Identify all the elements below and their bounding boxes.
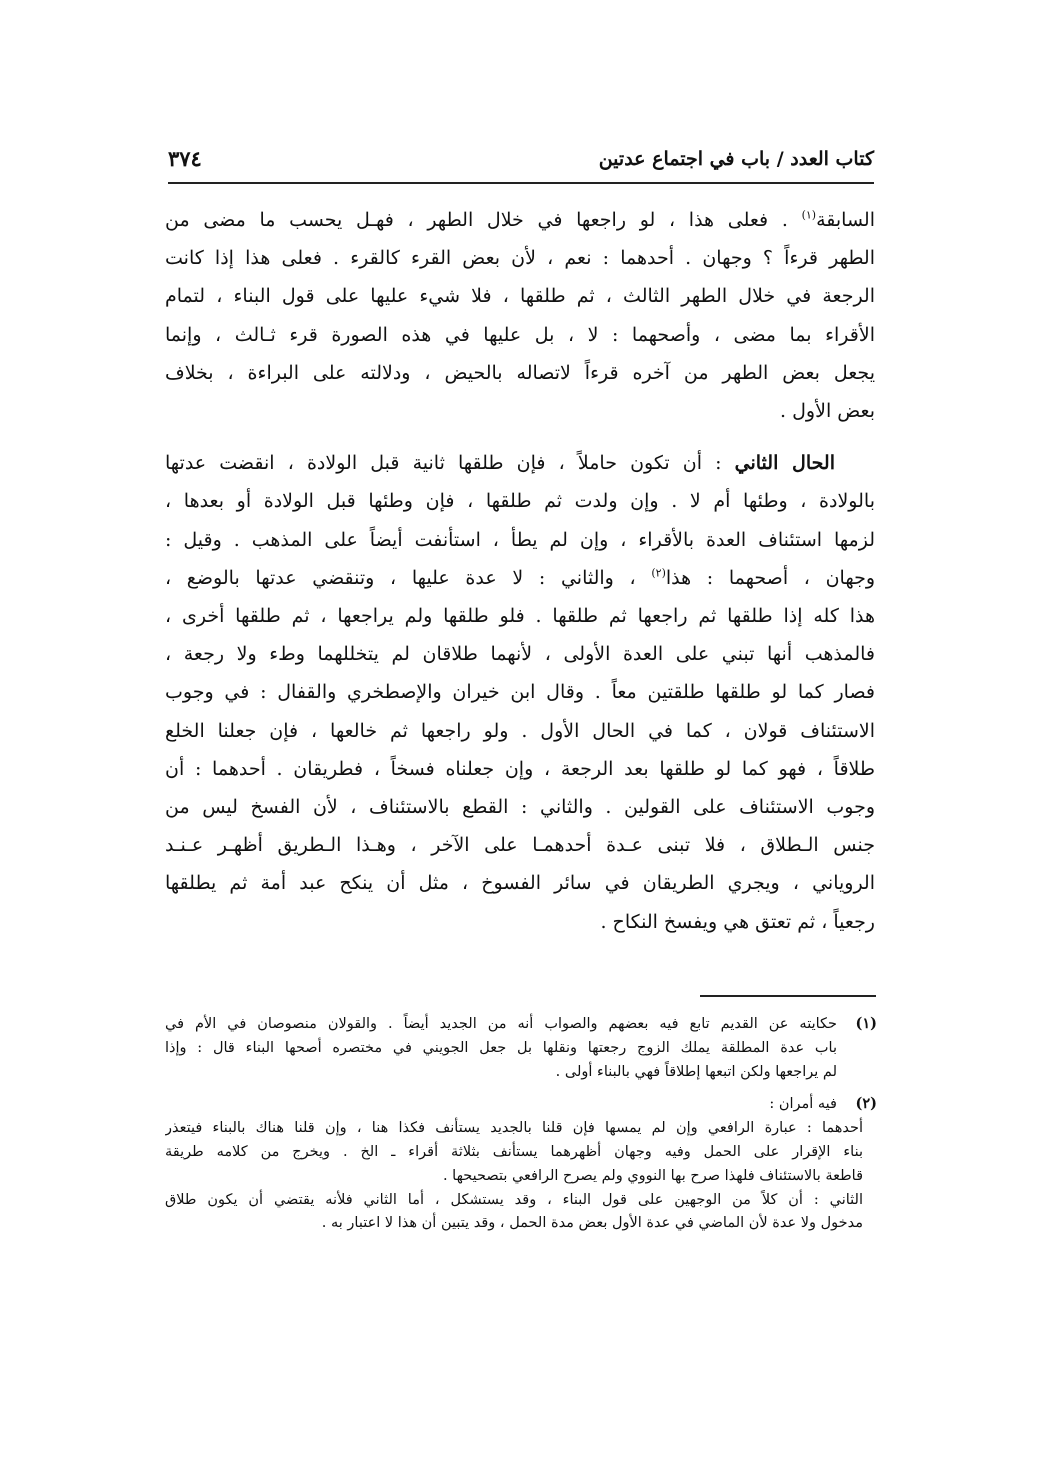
text-line: الاستئناف قولان ، كما في الحال الأول . ولو راجعها ثم خالعها ، فإن جعلنا الخلع bbox=[165, 719, 875, 742]
footnotes bbox=[165, 1012, 877, 1244]
text-line: السابقة$^{(١)}$ . فعلى هذا ، لو راجعها في خلال الطهر ، فهـل يحسب ما مضى من bbox=[165, 208, 875, 231]
footnote-separator bbox=[700, 995, 876, 997]
footnote-ref-1[interactable]: (١) bbox=[801, 208, 817, 222]
text-line: فصار كما لو طلقها طلقتين معاً . وقال ابن خيران والإصطخري والقفال : في وجوب bbox=[165, 681, 875, 704]
text-line: وجوب الاستئناف على القولين . والثاني : القطع بالاستئناف ، لأن الفسخ ليس من bbox=[165, 796, 875, 819]
text-line: الطهر قرءاً ؟ وجهان . أحدهما : نعم ، لأن بعض القرء كالقرء . فعلى هذا إذا كانت bbox=[165, 247, 875, 270]
footnote-line: لم يراجعها ولكن اتبعها إطلاقاً فهي بالبناء أولى . bbox=[555, 1063, 837, 1080]
text-line: لزمها استئناف العدة بالأقراء ، وإن لم يطأ ، استأنفت أيضاً على المذهب . وقيل : bbox=[165, 528, 875, 551]
footnote-line: (١)حكايته عن القديم تابع فيه بعضهم والصواب أنه من الجديد أيضاً . والقولان منصوصان في الأم في bbox=[165, 1012, 877, 1037]
text-line: بالولادة ، وطئها أم لا . وإن ولدت ثم طلقها ، فإن وطئها قبل الولادة أو بعدها ، bbox=[165, 490, 875, 513]
footnote-1 bbox=[165, 1012, 877, 1084]
footnote-line: أحدهما : عبارة الرافعي وإن لم يمسها فإن قلنا بالجديد يستأنف فكذا هنا ، وإن قلنا هناك بالبناء فيتعذر bbox=[165, 1120, 863, 1137]
text-line: الحال الثاني : أن تكون حاملاً ، فإن طلقها ثانية قبل الولادة ، انقضت عدتها bbox=[165, 452, 835, 475]
running-header bbox=[168, 142, 874, 184]
header-title: كتاب العدد / باب في اجتماع عدتين bbox=[598, 148, 874, 170]
paragraph-2 bbox=[165, 444, 875, 941]
section-label: الحال الثاني bbox=[734, 452, 835, 475]
footnote-line: باب عدة المطلقة يملك الزوج رجعتها ونقلها بل جعل الجويني في مختصره أصحها البناء قال : وإذا bbox=[165, 1039, 837, 1056]
footnote-marker: (٢) bbox=[855, 1095, 877, 1113]
footnote-line: الثاني : أن كلاً من الوجهين على قول البناء ، وقد يستشكل ، أما الثاني فلأنه يقتضي أن يكون طلاق bbox=[165, 1191, 863, 1208]
text-line: يجعل بعض الطهر من آخره قرءاً لاتصاله بالحيض ، ودلالته على البراءة ، بخلاف bbox=[165, 361, 875, 384]
text-line: الرجعة في خلال الطهر الثالث ، ثم طلقها ، فلا شيء عليها على قول البناء ، لتمام bbox=[165, 285, 875, 308]
text-line: هذا كله إذا طلقها ثم راجعها ثم طلقها . فلو طلقها ولم يراجعها ، ثم طلقها أخرى ، bbox=[165, 605, 875, 628]
footnote-line: قاطعة بالاستئناف فلهذا صرح بها النووي ولم يصرح الرافعي بتصحيحها . bbox=[442, 1167, 863, 1184]
footnote-2 bbox=[165, 1092, 877, 1236]
text-line: فالمذهب أنها تبني على العدة الأولى ، لأنهما طلاقان لم يتخللهما وطء ولا رجعة ، bbox=[165, 643, 875, 666]
text-line: جنس الـطلاق ، فلا تبنى عـدة أحدهمـا على الآخر ، وهـذا الـطريق أظهـر عـنـد bbox=[165, 834, 875, 857]
text-line: الأقراء بما مضى ، وأصحهما : لا ، بل عليها في هذه الصورة قرء ثـالث ، وإنما bbox=[165, 323, 875, 346]
footnote-line: مدخول ولا عدة لأن الماضي في عدة الأول بعض مدة الحمل ، وقد يتبين أن هذا لا اعتبار به . bbox=[321, 1215, 863, 1232]
text-line: طلاقاً ، فهو كما لو طلقها بعد الرجعة ، وإن جعلناه فسخاً ، فطريقان . أحدهما : أن bbox=[165, 757, 875, 780]
main-text bbox=[165, 201, 875, 941]
text-line: وجهان ، أصحهما : هذا$^{(٢)}$ ، والثاني : لا عدة عليها ، وتنقضي عدتها بالوضع ، bbox=[165, 566, 875, 589]
text-line: رجعياً ، ثم تعتق هي ويفسخ النكاح . bbox=[600, 910, 875, 933]
footnote-line: بناء الإقرار على الحمل وفيه وجهان أظهرهما يستأنف بثلاثة أقراء ـ الخ . ويخرج من كلامه طريقة bbox=[165, 1143, 863, 1160]
page-number: ٣٧٤ bbox=[168, 146, 202, 171]
text-line: بعض الأول . bbox=[780, 400, 875, 423]
paragraph-1 bbox=[165, 201, 875, 430]
paragraph-gap bbox=[165, 430, 875, 444]
text-line: الروياني ، ويجري الطريقان في سائر الفسوخ ، مثل أن ينكح عبد أمة ثم يطلقها bbox=[165, 872, 875, 895]
footnote-line: (٢)فيه أمران : bbox=[165, 1092, 877, 1117]
footnote-marker: (١) bbox=[855, 1015, 877, 1032]
footnote-ref-2[interactable]: (٢) bbox=[651, 566, 666, 580]
